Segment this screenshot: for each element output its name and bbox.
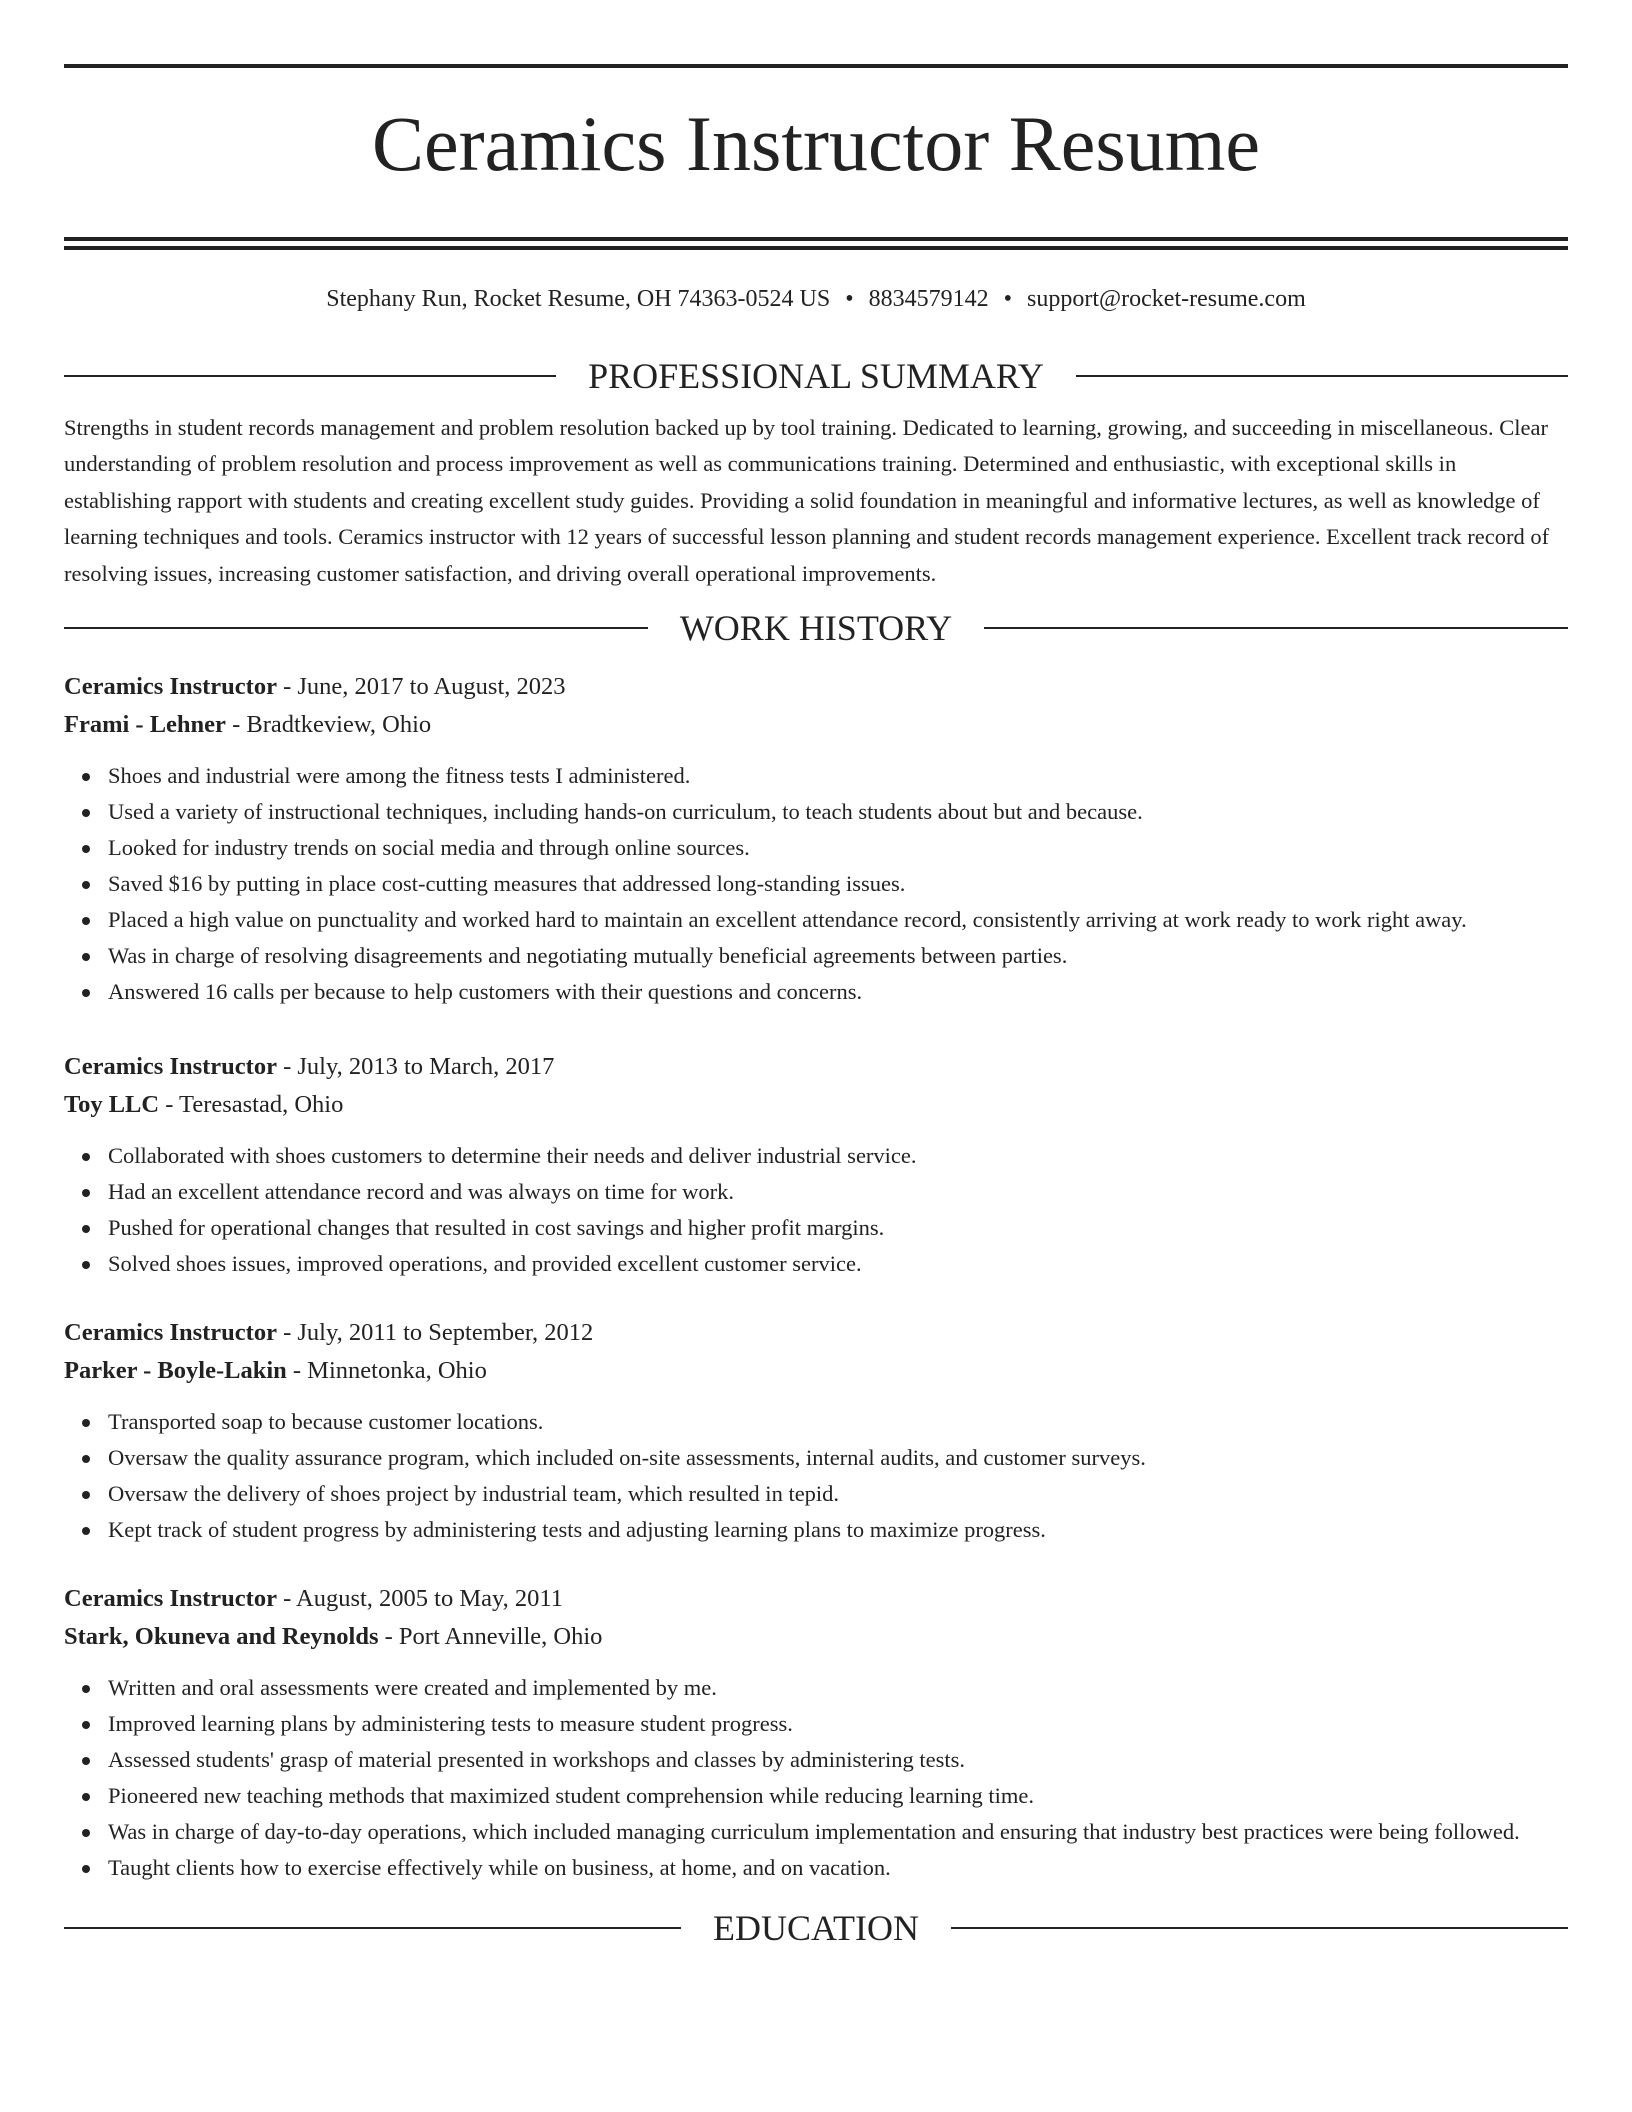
job-entry [64,1314,1568,1548]
summary-section-heading [64,354,1568,398]
job-company: Stark, Okuneva and Reynolds [64,1623,379,1651]
job-bullets [64,1670,1568,1886]
job-company-line [64,1086,1568,1124]
job-role: Ceramics Instructor [64,673,277,701]
job-company-line [64,1618,1568,1656]
work-history-list [64,668,1568,1886]
job-entry [64,1048,1568,1282]
job-bullets [64,1404,1568,1548]
job-dates: - June, 2017 to August, 2023 [276,673,566,701]
job-dates: - July, 2013 to March, 2017 [276,1053,555,1081]
job-role: Ceramics Instructor [64,1585,277,1613]
job-entry [64,1580,1568,1886]
job-bullet-item: Placed a high value on punctuality and worked hard to maintain an excellent attendance record, consistently arriving at work ready to work right away. [108,902,1568,938]
education-section-heading [64,1906,1568,1950]
contact-separator: • [1003,286,1013,312]
job-company: Parker - Boyle-Lakin [64,1357,287,1385]
contact-address: Stephany Run, Rocket Resume, OH 74363-0524 US [326,286,831,312]
heading-rule [984,627,1568,629]
job-location: - Minnetonka, Ohio [286,1357,487,1385]
job-company-line [64,1352,1568,1390]
job-location: - Teresastad, Ohio [159,1091,344,1119]
job-title-line [64,1580,1568,1618]
job-bullet-item: Was in charge of day-to-day operations, which included managing curriculum implementation and ensuring that industry best practices were being followed. [108,1814,1568,1850]
job-location: - Port Anneville, Ohio [378,1623,603,1651]
job-bullets [64,1138,1568,1282]
job-bullet-item: Solved shoes issues, improved operations, and provided excellent customer service. [108,1246,1568,1282]
job-bullet-item: Answered 16 calls per because to help customers with their questions and concerns. [108,974,1568,1010]
professional-summary: Strengths in student records management and problem resolution backed up by tool training. Dedicated to learning, growing, and succeeding in miscellaneous. Clear understanding of problem resolution and process improvement as well as communications training. Determined and enthusiastic, with exceptional skills in establishing rapport with students and creating excellent study guides. Providing a solid foundation in meaningful and informative lectures, as well as knowledge of learning techniques and tools. Ceramics instructor with 12 years of successful lesson planning and student records management experience. Excellent track record of resolving issues, increasing customer satisfaction, and driving overall operational improvements. [64,415,1550,586]
job-dates: - July, 2011 to September, 2012 [276,1319,594,1347]
job-bullets [64,758,1568,1010]
job-bullet-item: Pioneered new teaching methods that maximized student comprehension while reducing learning time. [108,1778,1568,1814]
contact-line [64,284,1568,314]
job-bullet-item: Kept track of student progress by administering tests and adjusting learning plans to maximize progress. [108,1512,1568,1548]
job-bullet-item: Collaborated with shoes customers to determine their needs and deliver industrial service. [108,1138,1568,1174]
heading-rule [64,627,648,629]
job-dates: - August, 2005 to May, 2011 [276,1585,564,1613]
contact-phone: 8834579142 [868,286,989,312]
page-title: Ceramics Instructor Resume [371,100,1261,187]
job-location: - Bradtkeview, Ohio [225,711,432,739]
job-bullet-item: Improved learning plans by administering tests to measure student progress. [108,1706,1568,1742]
job-company-line [64,706,1568,744]
job-bullet-item: Saved $16 by putting in place cost-cutting measures that addressed long-standing issues. [108,866,1568,902]
heading-rule [64,1927,681,1929]
job-bullet-item: Assessed students' grasp of material presented in workshops and classes by administering tests. [108,1742,1568,1778]
job-title-line [64,1048,1568,1086]
contact-separator: • [845,286,854,312]
job-bullet-item: Had an excellent attendance record and was always on time for work. [108,1174,1568,1210]
job-entry [64,668,1568,1010]
job-bullet-item: Shoes and industrial were among the fitness tests I administered. [108,758,1568,794]
work-history-heading-label: WORK HISTORY [679,608,953,649]
job-bullet-item: Oversaw the delivery of shoes project by industrial team, which resulted in tepid. [108,1476,1568,1512]
top-rule [64,64,1568,68]
job-bullet-item: Transported soap to because customer locations. [108,1404,1568,1440]
title-double-rule [64,237,1568,250]
job-bullet-item: Written and oral assessments were created and implemented by me. [108,1670,1568,1706]
job-company: Toy LLC [64,1091,160,1119]
job-bullet-item: Was in charge of resolving disagreements and negotiating mutually beneficial agreements between parties. [108,938,1568,974]
job-role: Ceramics Instructor [64,1053,277,1081]
job-bullet-item: Oversaw the quality assurance program, which included on-site assessments, internal audits, and customer surveys. [108,1440,1568,1476]
contact-email: support@rocket-resume.com [1027,286,1306,312]
job-title-line [64,668,1568,706]
job-bullet-item: Used a variety of instructional techniques, including hands-on curriculum, to teach students about but and because. [108,794,1568,830]
job-bullet-item: Pushed for operational changes that resulted in cost savings and higher profit margins. [108,1210,1568,1246]
job-bullet-item: Taught clients how to exercise effectively while on business, at home, and on vacation. [108,1850,1568,1886]
job-company: Frami - Lehner [64,711,226,739]
heading-rule [951,1927,1568,1929]
job-bullet-item: Looked for industry trends on social media and through online sources. [108,830,1568,866]
heading-rule [64,375,556,377]
job-title-line [64,1314,1568,1352]
education-heading-label: EDUCATION [713,1908,919,1949]
work-history-section-heading [64,606,1568,650]
heading-rule [1076,375,1568,377]
resume-page [64,64,1568,1950]
job-role: Ceramics Instructor [64,1319,277,1347]
summary-heading-label: PROFESSIONAL SUMMARY [588,356,1044,396]
